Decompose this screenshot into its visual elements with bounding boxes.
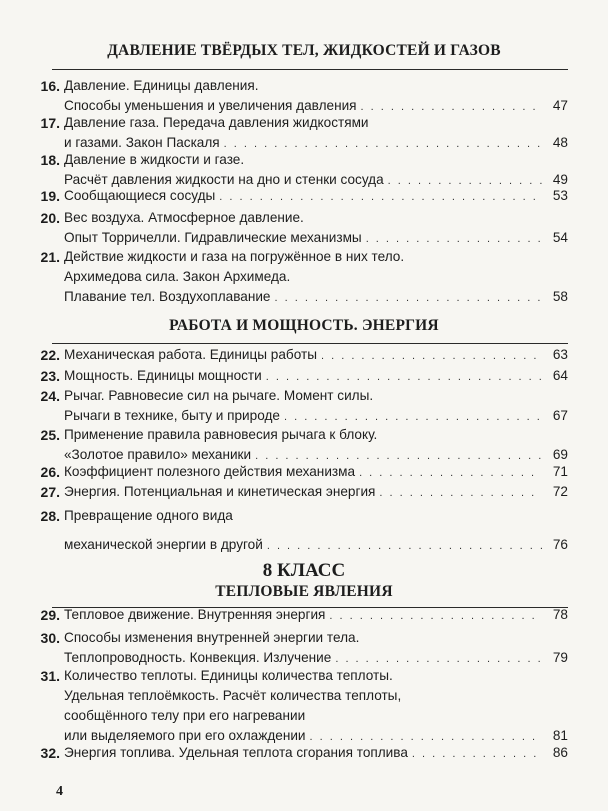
entry-number: 25. (40, 427, 60, 443)
entry-page: 71 (552, 464, 568, 479)
entry-page: 54 (552, 230, 568, 245)
dot-leader (219, 187, 542, 207)
section-title-thermal: ТЕПЛОВЫЕ ЯВЛЕНИЯ (215, 583, 393, 600)
entry-text: сообщённого телу при его нагревании (64, 708, 306, 723)
entry-text: и газами. Закон Паскаля (64, 135, 220, 150)
toc-entry-27[interactable] (18, 482, 568, 502)
entry-text: Давление газа. Передача давления жидкостями (64, 115, 369, 130)
toc-entry-21[interactable] (18, 247, 568, 307)
toc-entry-25[interactable] (18, 425, 568, 465)
entry-page: 49 (552, 172, 568, 187)
entry-text: Расчёт давления жидкости на дно и стенки сосуда (64, 172, 384, 187)
toc-entry-31[interactable] (18, 666, 568, 746)
entry-number: 26. (40, 464, 60, 480)
dot-leader (321, 346, 542, 366)
entry-text: Давление в жидкости и газе. (64, 152, 245, 167)
entry-number: 19. (40, 188, 60, 204)
toc-entry-26[interactable] (18, 462, 568, 482)
toc-entry-20[interactable] (18, 208, 568, 248)
dot-leader (359, 463, 542, 483)
toc-entry-23[interactable] (18, 366, 568, 386)
toc-entry-28[interactable] (18, 506, 568, 555)
toc-entry-29[interactable] (18, 605, 568, 625)
entry-text: Энергия топлива. Удельная теплота сгорания топлива (64, 745, 408, 760)
entry-text: Вес воздуха. Атмосферное давление. (64, 210, 304, 225)
entry-number: 30. (40, 630, 60, 646)
entry-number: 16. (40, 78, 60, 94)
entry-text: Энергия. Потенциальная и кинетическая энергия (64, 484, 376, 499)
entry-number: 17. (40, 115, 60, 131)
toc-entry-17[interactable] (18, 113, 568, 153)
entry-text: Опыт Торричелли. Гидравлические механизмы (64, 230, 362, 245)
entry-number: 28. (40, 508, 60, 524)
entry-text: «Золотое правило» механики (64, 447, 252, 462)
dot-leader (366, 229, 542, 249)
dot-leader (267, 536, 542, 556)
entry-text: Сообщающиеся сосуды (64, 188, 216, 203)
entry-number: 18. (40, 152, 60, 168)
entry-page: 81 (552, 728, 568, 743)
entry-number: 21. (40, 249, 60, 265)
grade-heading: 8 КЛАСС (262, 560, 346, 581)
entry-text: Плавание тел. Воздухоплавание (64, 289, 271, 304)
entry-text: Рычаги в технике, быту и природе (64, 408, 280, 423)
entry-text: Удельная теплоёмкость. Расчёт количества теплоты, (64, 688, 402, 703)
entry-page: 86 (552, 745, 568, 760)
dot-leader (284, 407, 542, 427)
entry-text: Превращение одного вида (64, 508, 233, 523)
entry-text: Количество теплоты. Единицы количества теплоты. (64, 668, 393, 683)
entry-text: Механическая работа. Единицы работы (64, 347, 317, 362)
dot-leader (266, 367, 542, 387)
entry-number: 32. (40, 745, 60, 761)
toc-entry-24[interactable] (18, 386, 568, 426)
entry-page: 47 (552, 98, 568, 113)
toc-entry-22[interactable] (18, 345, 568, 365)
entry-page: 72 (552, 484, 568, 499)
section-title-work-energy: РАБОТА И МОЩНОСТЬ. ЭНЕРГИЯ (169, 317, 439, 334)
toc-entry-19[interactable] (18, 186, 568, 206)
dot-leader (274, 288, 542, 308)
dot-leader (379, 483, 542, 503)
entry-page: 58 (552, 289, 568, 304)
toc-entry-18[interactable] (18, 150, 568, 190)
section-title-pressure: ДАВЛЕНИЕ ТВЁРДЫХ ТЕЛ, ЖИДКОСТЕЙ И ГАЗОВ (107, 42, 501, 59)
entry-text: Применение правила равновесия рычага к блоку. (64, 427, 378, 442)
entry-number: 22. (40, 347, 60, 363)
entry-page: 79 (552, 650, 568, 665)
section-divider (52, 69, 568, 70)
entry-text: Мощность. Единицы мощности (64, 368, 262, 383)
entry-number: 20. (40, 210, 60, 226)
entry-number: 24. (40, 388, 60, 404)
entry-text: Способы изменения внутренней энергии тела. (64, 630, 360, 645)
entry-page: 48 (552, 135, 568, 150)
entry-page: 64 (552, 368, 568, 383)
entry-text: Способы уменьшения и увеличения давления (64, 98, 357, 113)
entry-text: механической энергии в другой (64, 537, 263, 552)
dot-leader (329, 606, 542, 626)
toc-entry-16[interactable] (18, 76, 568, 116)
entry-page: 69 (552, 447, 568, 462)
toc-entry-32[interactable] (18, 743, 568, 763)
entry-text: Коэффициент полезного действия механизма (64, 464, 356, 479)
entry-text: Архимедова сила. Закон Архимеда. (64, 269, 291, 284)
entry-text: или выделяемого при его охлаждении (64, 728, 306, 743)
entry-page: 78 (552, 607, 568, 622)
entry-page: 53 (552, 188, 568, 203)
entry-number: 27. (40, 484, 60, 500)
entry-page: 76 (552, 537, 568, 552)
entry-number: 31. (40, 668, 60, 684)
entry-text: Действие жидкости и газа на погружённое в них тело. (64, 249, 405, 264)
section-divider (52, 343, 568, 344)
dot-leader (412, 744, 542, 764)
entry-number: 29. (40, 607, 60, 623)
entry-text: Тепловое движение. Внутренняя энергия (64, 607, 326, 622)
entry-text: Теплопроводность. Конвекция. Излучение (64, 650, 332, 665)
entry-page: 67 (552, 408, 568, 423)
entry-text: Давление. Единицы давления. (64, 78, 259, 93)
entry-number: 23. (40, 368, 60, 384)
entry-page: 63 (552, 347, 568, 362)
toc-entry-30[interactable] (18, 628, 568, 668)
entry-text: Рычаг. Равновесие сил на рычаге. Момент силы. (64, 388, 374, 403)
page-number: 4 (56, 784, 63, 799)
